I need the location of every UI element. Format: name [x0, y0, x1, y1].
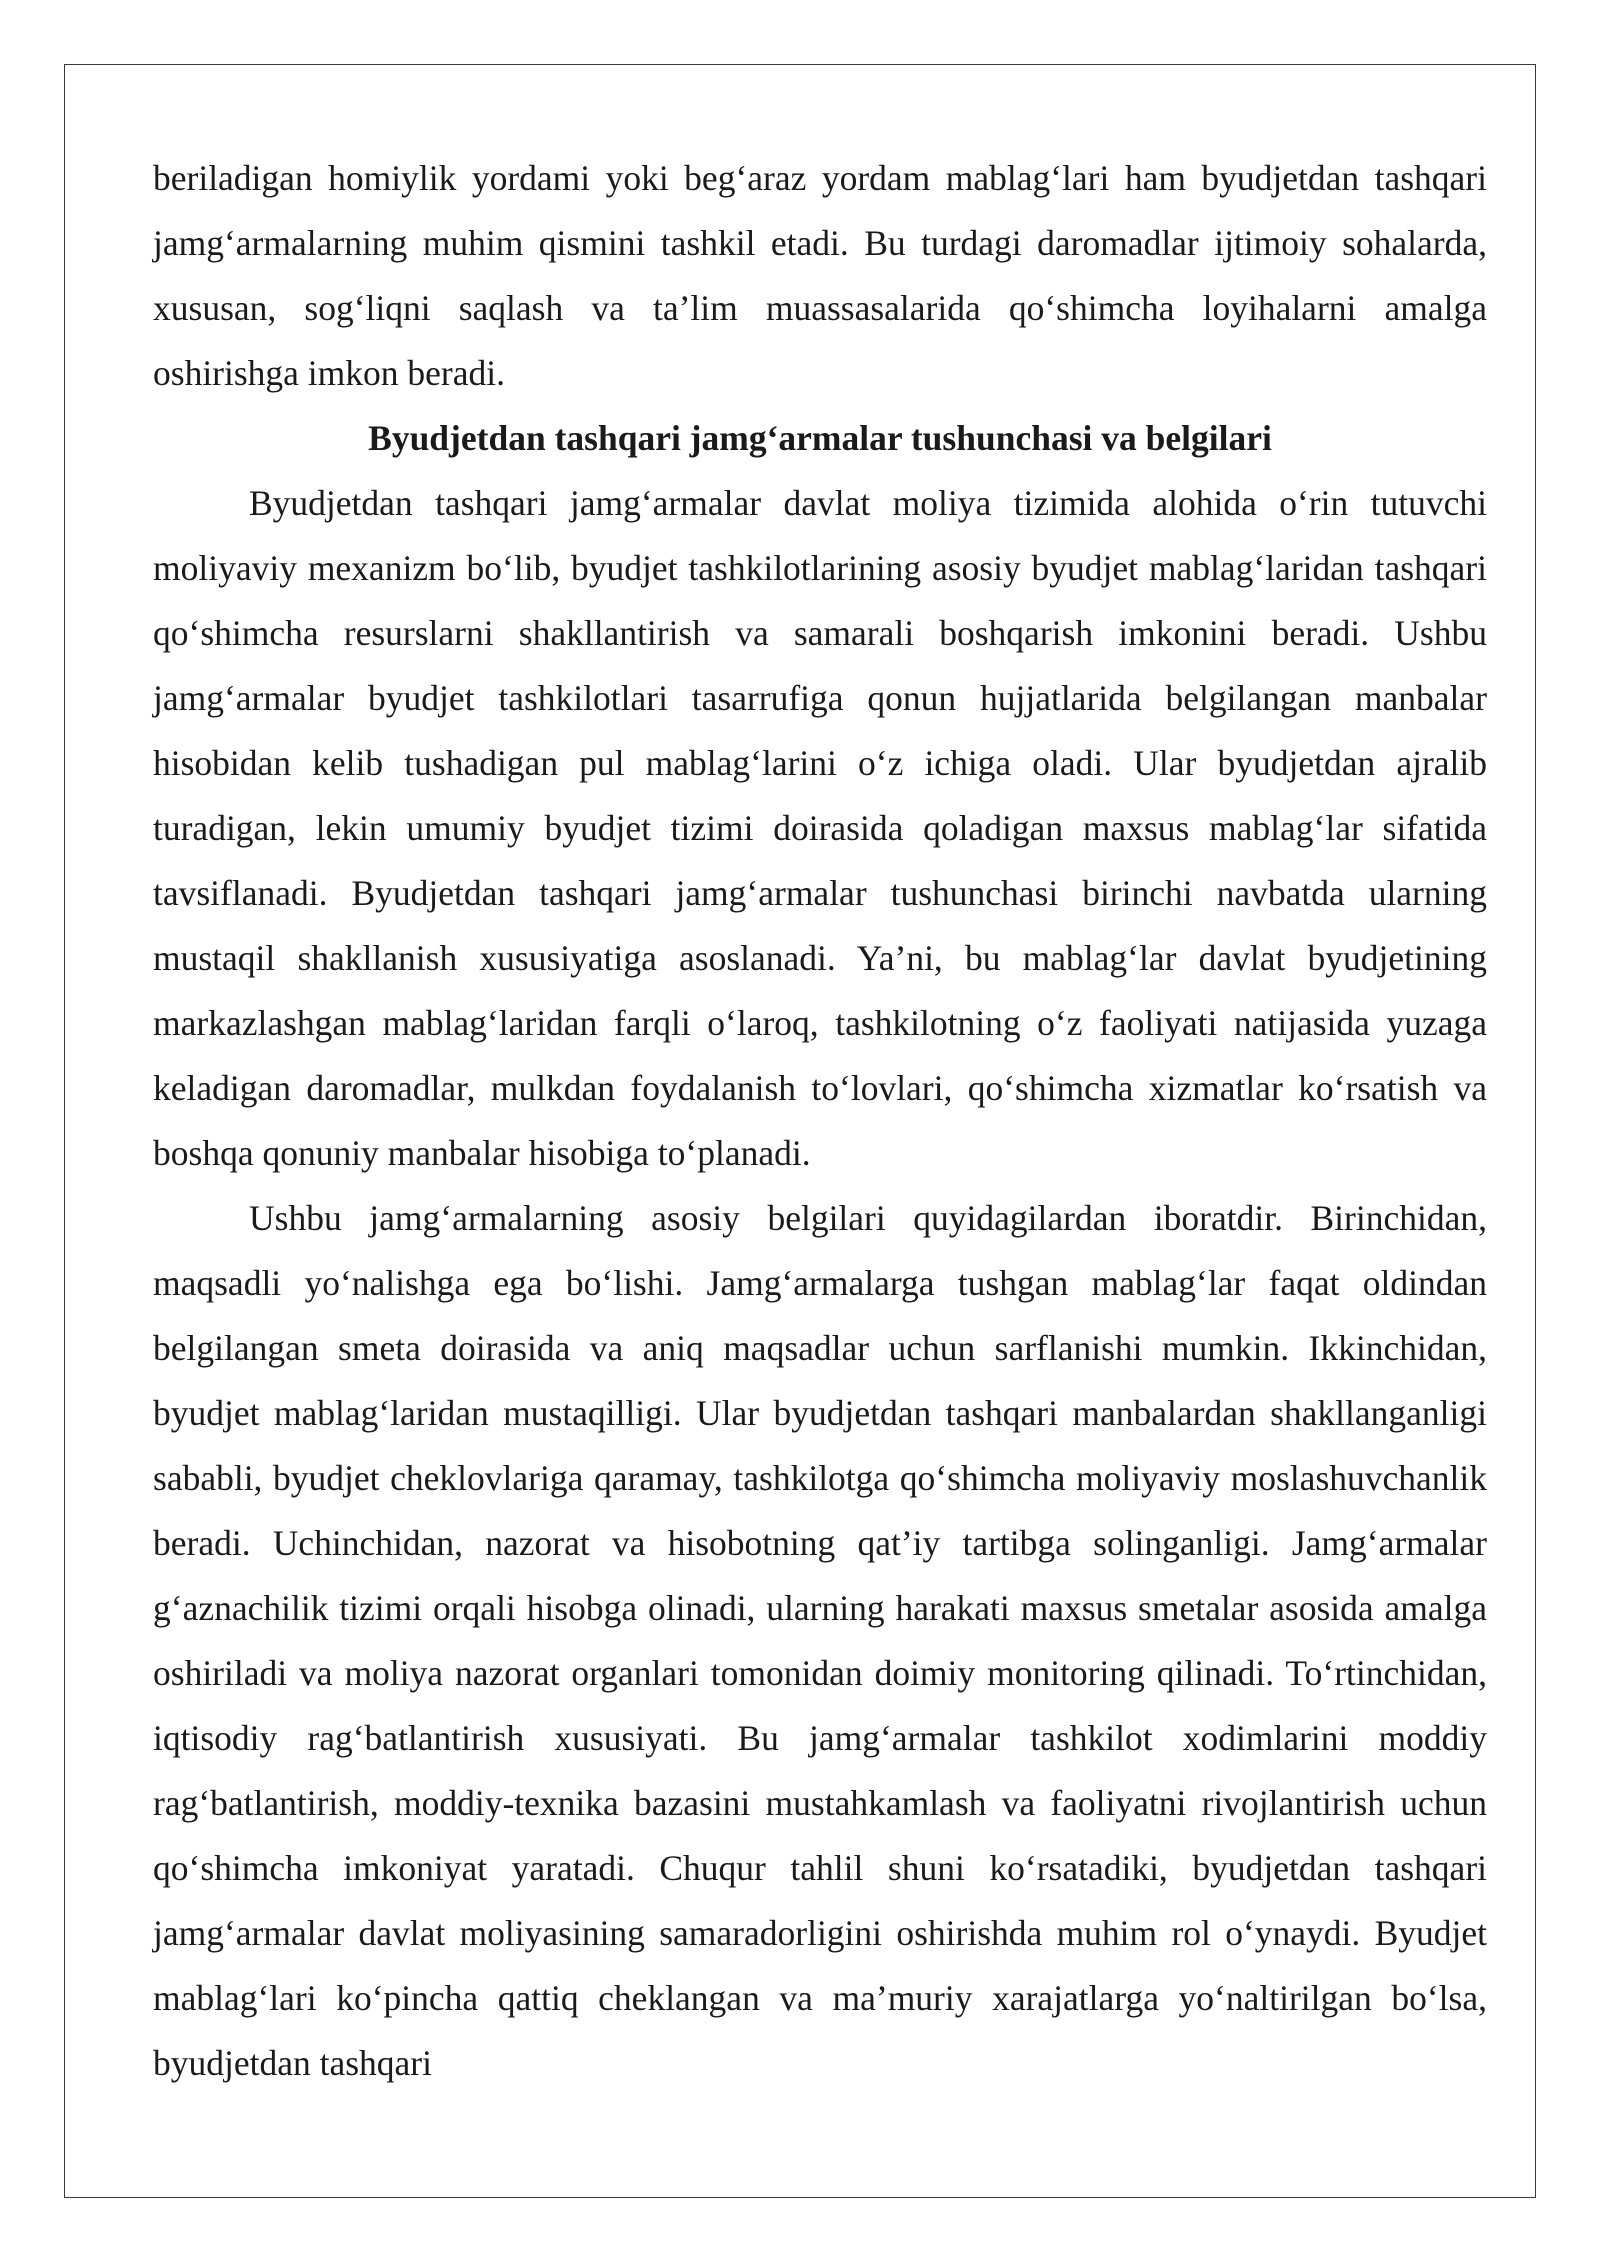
paragraph-concept: Byudjetdan tashqari jamg‘armalar davlat moliya tizimida alohida o‘rin tutuvchi moliyaviy mexanizm bo‘lib, byudjet tashkilotlarining asosiy byudjet mablag‘laridan tashqari qo‘shimcha resurslarni shakllantirish va samarali boshqarish imkonini beradi. Ushbu jamg‘armalar byudjet tashkilotlari tasarrufiga qonun hujjatlarida belgilangan manbalar hisobidan kelib tushadigan pul mablag‘larini o‘z ichiga oladi. Ular byudjetdan ajralib turadigan, lekin umumiy byudjet tizimi doirasida qoladigan maxsus mablag‘lar sifatida tavsiflanadi. Byudjetdan tashqari jamg‘armalar tushunchasi birinchi navbatda ularning mustaqil shakllanish xususiyatiga asoslanadi. Ya’ni, bu mablag‘lar davlat byudjetining markazlashgan mablag‘laridan farqli o‘laroq, tashkilotning o‘z faoliyati natijasida yuzaga keladigan daromadlar, mulkdan foydalanish to‘lovlari, qo‘shimcha xizmatlar ko‘rsatish va boshqa qonuniy manbalar hisobiga to‘planadi. — [153, 483, 1487, 1173]
section-heading: Byudjetdan tashqari jamg‘armalar tushunchasi va belgilari — [368, 418, 1272, 458]
paragraph-continuation: beriladigan homiylik yordami yoki beg‘araz yordam mablag‘lari ham byudjetdan tashqari jamg‘armalarning muhim qismini tashkil etadi. Bu turdagi daromadlar ijtimoiy sohalarda, xususan, sog‘liqni saqlash va ta’lim muassasalarida qo‘shimcha loyihalarni amalga oshirishga imkon beradi. — [153, 158, 1487, 393]
paragraph-features: Ushbu jamg‘armalarning asosiy belgilari quyidagilardan iboratdir. Birinchidan, maqsadli yo‘nalishga ega bo‘lishi. Jamg‘armalarga tushgan mablag‘lar faqat oldindan belgilangan smeta doirasida va aniq maqsadlar uchun sarflanishi mumkin. Ikkinchidan, byudjet mablag‘laridan mustaqilligi. Ular byudjetdan tashqari manbalardan shakllanganligi sababli, byudjet cheklovlariga qaramay, tashkilotga qo‘shimcha moliyaviy moslashuvchanlik beradi. Uchinchidan, nazorat va hisobotning qat’iy tartibga solinganligi. Jamg‘armalar g‘aznachilik tizimi orqali hisobga olinadi, ularning harakati maxsus smetalar asosida amalga oshiriladi va moliya nazorat organlari tomonidan doimiy monitoring qilinadi. To‘rtinchidan, iqtisodiy rag‘batlantirish xususiyati. Bu jamg‘armalar tashkilot xodimlarini moddiy rag‘batlantirish, moddiy-texnika bazasini mustahkamlash va faoliyatni rivojlantirish uchun qo‘shimcha imkoniyat yaratadi. Chuqur tahlil shuni ko‘rsatadiki, byudjetdan tashqari jamg‘armalar davlat moliyasining samaradorligini oshirishda muhim rol o‘ynaydi. Byudjet mablag‘lari ko‘pincha qattiq cheklangan va ma’muriy xarajatlarga yo‘naltirilgan bo‘lsa, byudjetdan tashqari — [153, 1198, 1487, 2083]
document-body — [153, 146, 1487, 2096]
